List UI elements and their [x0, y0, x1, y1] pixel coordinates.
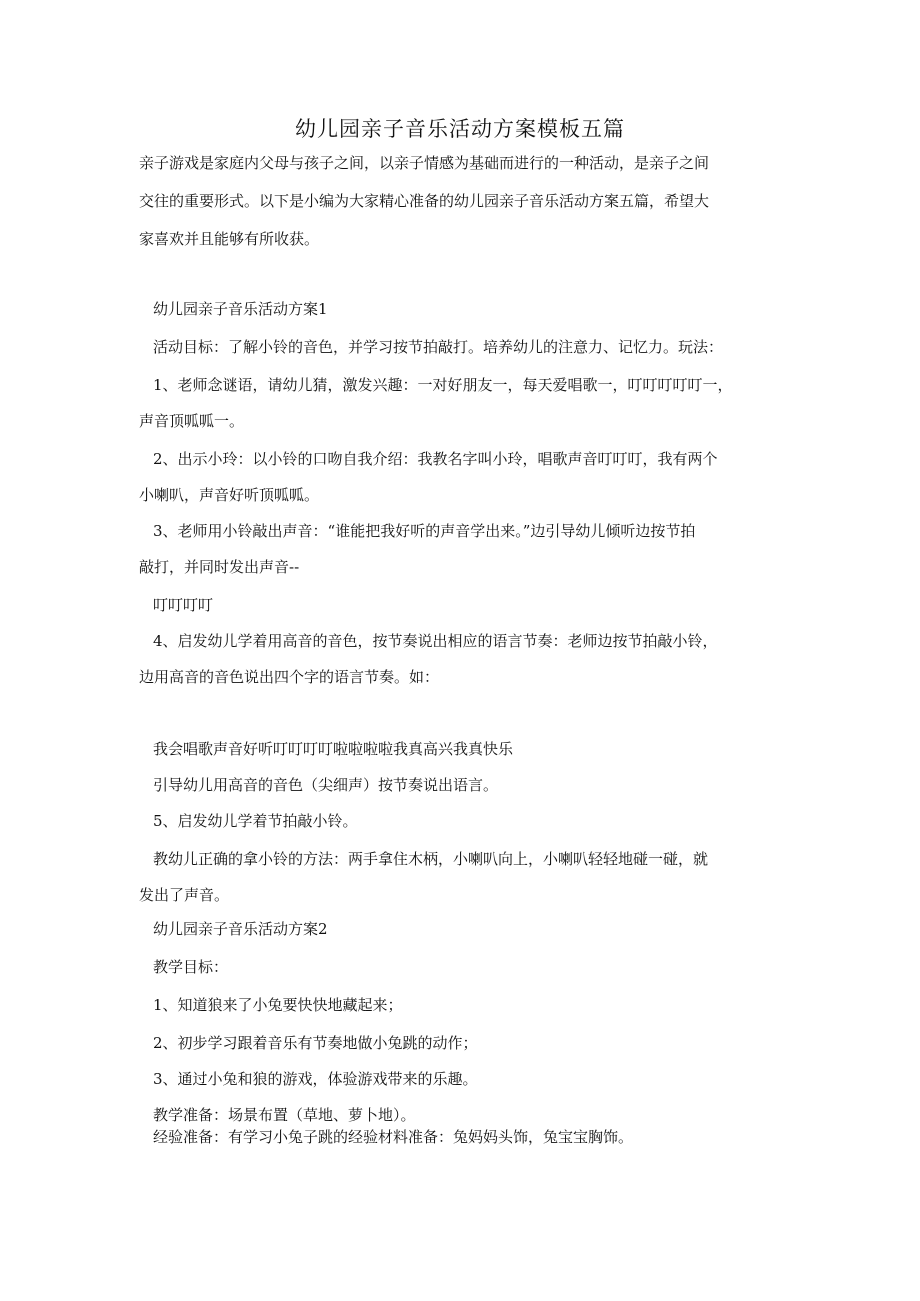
- plan1-step4-line1: 4、启发幼儿学着用高音的音色，按节奏说出相应的语言节奏：老师边按节拍敲小铃，: [153, 632, 718, 650]
- plan1-step1-line1: 1、老师念谜语，请幼儿猜，激发兴趣：一对好朋友一，每天爱唱歌一，叮叮叮叮叮一，: [153, 376, 733, 394]
- plan1-step2-line2: 小喇叭，声音好听顶呱呱。: [139, 486, 320, 504]
- plan1-step1-line2: 声音顶呱呱一。: [139, 412, 245, 430]
- plan2-goal-3: 3、通过小兔和狼的游戏，体验游戏带来的乐趣。: [153, 1070, 478, 1088]
- plan1-step3-line2: 敲打，并同时发出声音--: [139, 558, 300, 576]
- plan2-experience: 经验准备：有学习小兔子跳的经验材料准备：兔妈妈头饰，兔宝宝胸饰。: [153, 1128, 634, 1146]
- plan1-step4-line2: 边用高音的音色说出四个字的语言节奏。如：: [139, 668, 440, 686]
- plan1-sound: 叮叮叮叮: [153, 596, 214, 614]
- document-title: 幼儿园亲子音乐活动方案模板五篇: [295, 117, 625, 141]
- plan2-prep: 教学准备：场景布置（草地、萝卜地）。: [153, 1106, 416, 1124]
- intro-line-3: 家喜欢并且能够有所收获。: [139, 230, 320, 248]
- plan2-goals-label: 教学目标：: [153, 958, 229, 976]
- plan1-method-line2: 发出了声音。: [139, 886, 230, 904]
- plan2-goal-2: 2、初步学习跟着音乐有节奏地做小兔跳的动作；: [153, 1034, 478, 1052]
- plan2-heading: 幼儿园亲子音乐活动方案2: [153, 920, 328, 938]
- intro-line-1: 亲子游戏是家庭内父母与孩子之间，以亲子情感为基础而进行的一种活动，是亲子之间: [139, 154, 710, 172]
- plan1-step5: 5、启发幼儿学着节拍敲小铃。: [153, 812, 358, 830]
- plan1-guide: 引导幼儿用高音的音色（尖细声）按节奏说出语言。: [153, 776, 499, 794]
- plan1-heading: 幼儿园亲子音乐活动方案1: [153, 300, 328, 318]
- plan1-example: 我会唱歌声音好听叮叮叮叮啦啦啦啦我真高兴我真快乐: [153, 740, 514, 758]
- plan1-goal: 活动目标：了解小铃的音色，并学习按节拍敲打。培养幼儿的注意力、记忆力。玩法：: [153, 338, 724, 356]
- plan1-step2-line1: 2、出示小玲：以小铃的口吻自我介绍：我教名字叫小玲，唱歌声音叮叮叮，我有两个: [153, 450, 718, 468]
- plan1-step3-line1: 3、老师用小铃敲出声音：“谁能把我好听的声音学出来。”边引导幼儿倾听边按节拍: [153, 522, 696, 540]
- plan1-method-line1: 教幼儿正确的拿小铃的方法：两手拿住木柄，小喇叭向上，小喇叭轻轻地碰一碰，就: [153, 850, 709, 868]
- plan2-goal-1: 1、知道狼来了小兔要快快地藏起来；: [153, 996, 403, 1014]
- intro-line-2: 交往的重要形式。以下是小编为大家精心准备的幼儿园亲子音乐活动方案五篇，希望大: [139, 192, 710, 210]
